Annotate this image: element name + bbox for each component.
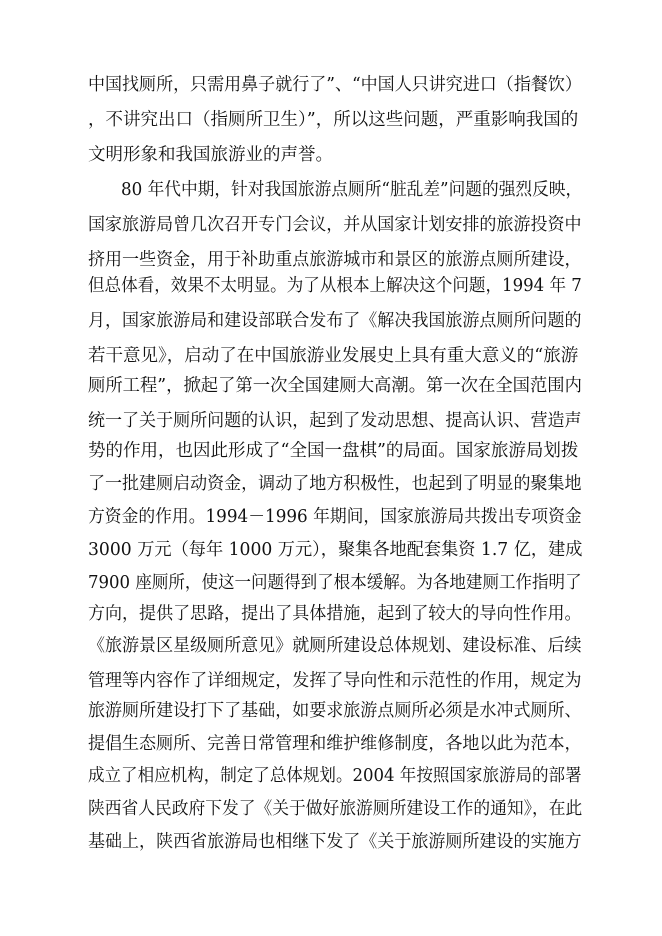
- text-line: 统一了关于厕所问题的认识，起到了发动思想、提高认识、营造声: [88, 411, 582, 431]
- text-line: 方资金的作用。1994－1996 年期间，国家旅游局共拨出专项资金: [88, 507, 582, 527]
- text-line: 月，国家旅游局和建设部联合发布了《解决我国旅游点厕所问题的: [88, 311, 582, 331]
- text-line: 挤用一些资金，用于补助重点旅游城市和景区的旅游点厕所建设，: [88, 250, 582, 270]
- text-line: 方向，提供了思路，提出了具体措施，起到了较大的导向性作用。: [88, 604, 582, 624]
- text-line: 国家旅游局曾几次召开专门会议，并从国家计划安排的旅游投资中: [88, 215, 582, 235]
- text-line: 陕西省人民政府下发了《关于做好旅游厕所建设工作的通知》，在此: [88, 799, 583, 819]
- text-line: 了一批建厕启动资金，调动了地方积极性，也起到了明显的聚集地: [88, 474, 582, 494]
- paragraph-first-line: 80 年代中期，针对我国旅游点厕所“脏乱差”问题的强烈反映，: [121, 180, 583, 200]
- text-line: 旅游厕所建设打下了基础，如要求旅游点厕所必须是水冲式厕所、: [88, 701, 582, 721]
- text-line: ，不讲究出口（指厕所卫生）”，所以这些问题，严重影响我国的: [88, 110, 579, 130]
- text-line: 势的作用，也因此形成了“全国一盘棋”的局面。国家旅游局划拨: [88, 441, 579, 461]
- text-line: 成立了相应机构，制定了总体规划。2004 年按照国家旅游局的部署: [88, 766, 582, 786]
- text-line: 7900 座厕所，使这一问题得到了根本缓解。为各地建厕工作指明了: [88, 573, 582, 593]
- text-line: 若干意见》，启动了在中国旅游业发展史上具有重大意义的“旅游: [88, 346, 579, 366]
- text-line: 但总体看，效果不太明显。为了从根本上解决这个问题，1994 年 7: [88, 276, 582, 296]
- text-line: 厕所工程”，掀起了第一次全国建厕大高潮。第一次在全国范围内: [88, 376, 582, 396]
- text-line: 文明形象和我国旅游业的声誉。: [88, 145, 333, 165]
- text-line: 提倡生态厕所、完善日常管理和维护维修制度，各地以此为范本，: [88, 734, 582, 754]
- text-line: 中国找厕所，只需用鼻子就行了”、“中国人只讲究进口（指餐饮）: [88, 75, 582, 95]
- text-line: 基础上，陕西省旅游局也相继下发了《关于旅游厕所建设的实施方: [88, 832, 582, 852]
- text-line: 管理等内容作了详细规定，发挥了导向性和示范性的作用，规定为: [88, 671, 582, 691]
- text-line: 3000 万元（每年 1000 万元），聚集各地配套集资 1.7 亿，建成: [88, 540, 583, 560]
- text-line: 《旅游景区星级厕所意见》就厕所建设总体规划、建设标准、后续: [88, 636, 582, 656]
